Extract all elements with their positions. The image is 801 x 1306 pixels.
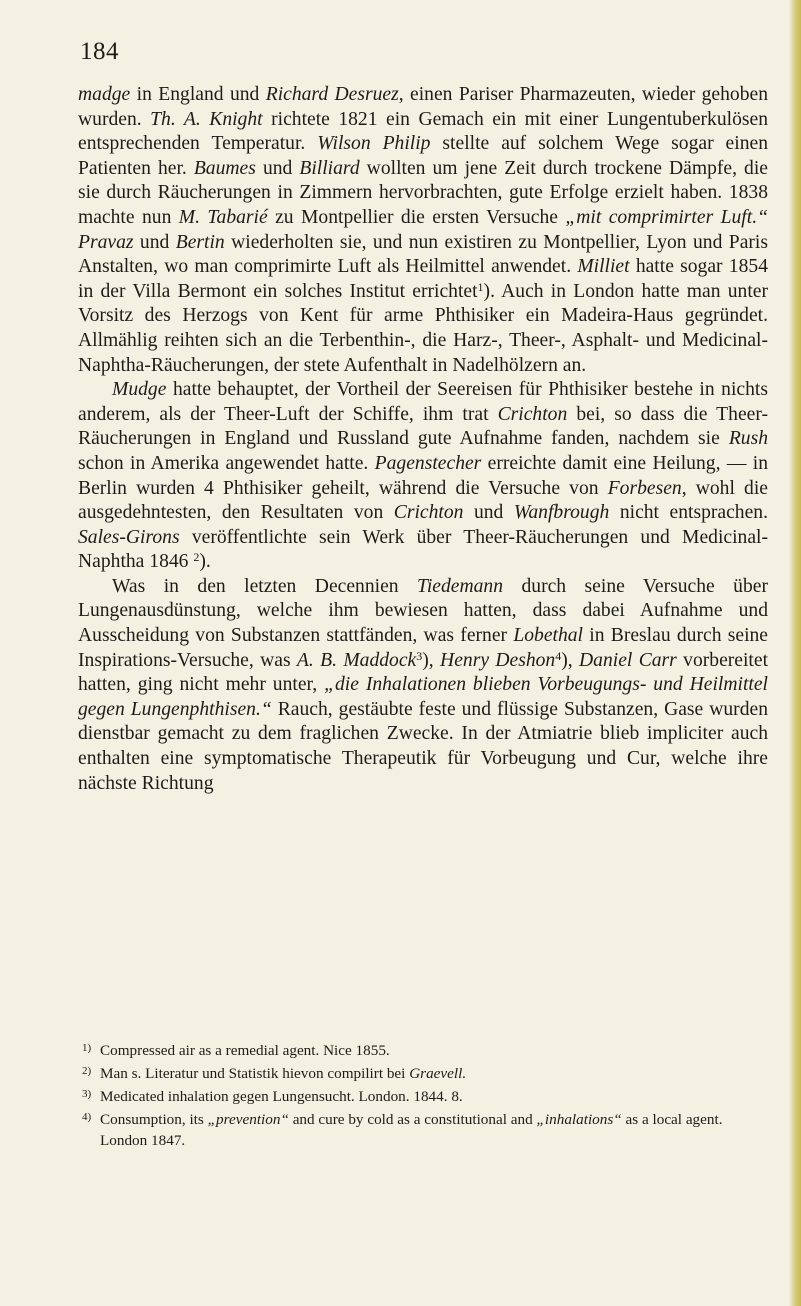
footnote [82, 1061, 768, 1084]
italic-text: Th. A. Knight [150, 108, 263, 130]
text-run: Compressed air as a remedial agent. Nice 1855. [100, 1042, 390, 1059]
text-run: und [463, 502, 514, 524]
footnote-reference: 3 [416, 648, 423, 663]
text-run: Medicated inhalation gegen Lungensucht. London. 1844. 8. [100, 1088, 463, 1105]
italic-text: „mit comprimirter Luft.“ [565, 206, 768, 228]
text-run: nicht entsprachen. [609, 502, 768, 524]
italic-text: Milliet [577, 256, 630, 278]
text-run: zu Montpellier die ersten Versuche [267, 206, 566, 228]
italic-text: Wilson Philip [317, 133, 431, 155]
footnote [82, 1038, 768, 1061]
text-run: Man s. Literatur und Statistik hievon compilirt bei [100, 1065, 410, 1082]
italic-text: Crichton [497, 403, 568, 425]
text-run: and cure by cold as a constitutional and [288, 1111, 537, 1128]
text-run: Was in den letzten Decennien [112, 575, 418, 597]
footnote-reference: 1 [477, 279, 484, 294]
italic-text: Wanfbrough [513, 502, 610, 524]
page-number: 184 [80, 38, 119, 65]
text-run: wiederholten sie, und nun existiren zu Montpellier, Lyon und Paris Anstalten, wo man comprimirte Luft als Heilmittel anwendet. [78, 231, 768, 278]
paragraph [78, 83, 768, 378]
text-run: wollten um jene Zeit durch trockene Dämpfe, die sie durch Räucherungen in Zimmern hervorbrachten, gute Erfolge erzielt haben. 1838 machte nun [78, 157, 768, 228]
body-text [78, 83, 768, 796]
italic-text: Graevell. [409, 1065, 467, 1082]
italic-text: Lobethal [513, 625, 583, 647]
footnote-mark: 1) [82, 1042, 92, 1054]
text-run: ), [561, 649, 580, 671]
text-run: , wohl die ausgedehntesten, den Resultaten von [78, 477, 768, 524]
italic-text: „die Inhalationen blieben Vorbeugungs- und Heilmittel gegen Lungenphthisen.“ [78, 674, 768, 720]
text-run: in Breslau durch seine Inspirations-Versuche, was [78, 625, 769, 671]
text-run: erreichte damit eine Heilung, — in Berlin wurden 4 Phthisiker geheilt, während die Versuche von [78, 452, 768, 499]
footnote-mark: 4) [82, 1111, 92, 1123]
footnote [82, 1107, 768, 1151]
italic-text: Mudge [112, 379, 167, 401]
page-edge [789, 0, 801, 1306]
footnote [82, 1084, 768, 1107]
footnote-mark: 3) [82, 1088, 92, 1100]
italic-text: A. B. Maddock [296, 649, 417, 671]
text-run: vorbereitet hatten, ging nicht mehr unter, [78, 649, 769, 696]
paragraph [78, 378, 768, 575]
paragraph [78, 575, 768, 796]
italic-text: Richard Desruez [265, 84, 399, 105]
text-run: ), [422, 649, 441, 671]
italic-text: Forbesen [607, 477, 682, 499]
italic-text: Billiard [299, 157, 360, 179]
text-run: veröffentlichte sein Werk über Theer-Räucherungen und Medicinal-Naphtha 1846 [78, 526, 768, 573]
text-run: hatte behauptet, der Vortheil der Seereisen für Phthisiker bestehe in nichts anderem, als der Theer-Luft der Schiffe, ihm trat [78, 379, 768, 425]
text-run: stellte auf solchem Wege sogar einen Patienten her. [78, 133, 768, 179]
text-run: bei, so dass die Theer-Räucherungen in England und Russland gute Aufnahme fanden, nachdem sie [78, 403, 768, 450]
italic-text: „inhalations“ [536, 1111, 622, 1128]
text-run: ). [199, 551, 211, 573]
italic-text: „prevention“ [207, 1111, 289, 1128]
footnotes [82, 1038, 768, 1151]
text-run: schon in Amerika angewendet hatte. [78, 452, 375, 474]
footnote-mark: 2) [82, 1065, 92, 1077]
text-run: hatte sogar 1854 in der Villa Bermont ein solches Institut errichtet [78, 256, 768, 302]
text-run: , einen Pariser Pharmazeuten, wieder gehoben wurden. [78, 84, 768, 130]
text-run: und [255, 157, 300, 179]
text-run: und [133, 231, 176, 253]
italic-text: Henry Deshon [440, 649, 556, 671]
text-run: richtete 1821 ein Gemach ein mit einer Lungentuberkulösen entsprechenden Temperatur. [78, 108, 769, 155]
text-run: Rauch, gestäubte feste und flüssige Substanzen, Gase wurden dienstbar gemacht zu dem fraglichen Zwecke. In der Atmiatrie blieb impliciter auch enthalten eine symptomatische Therapeutik für Vorbeugung und Cur, welche ihre nächste Richtung [78, 698, 768, 794]
text-run: durch seine Versuche über Lungenausdünstung, welche ihm bewiesen hatten, dass dabei Aufnahme und Ausscheidung von Substanzen stattfänden, was ferner [78, 575, 768, 647]
italic-text: Rush [728, 428, 768, 450]
text-run: in England und [130, 84, 266, 105]
footnote-reference: 2 [193, 550, 200, 565]
italic-text: Bertin [175, 231, 225, 253]
italic-text: madge [78, 84, 131, 105]
italic-text: Tiedemann [417, 575, 504, 597]
italic-text: Sales-Girons [78, 526, 180, 548]
italic-text: Crichton [393, 502, 464, 524]
text-run: as a local agent. London 1847. [100, 1111, 723, 1149]
italic-text: M. Tabarié [178, 206, 268, 228]
text-run: ). Auch in London hatte man unter Vorsitz des Herzogs von Kent für arme Phthisiker ein Madeira-Haus gegründet. Allmählig reihten sich an die Terbenthin-, die Harz-, Theer-, Asphalt- und Medicinal-Naphtha-Räucherungen, der stete Aufenthalt in Nadelhölzern an. [78, 280, 769, 376]
italic-text: Pravaz [78, 231, 134, 253]
footnote-reference: 4 [555, 648, 562, 663]
text-run: Consumption, its [100, 1111, 208, 1128]
italic-text: Daniel Carr [579, 649, 677, 671]
italic-text: Baumes [193, 157, 256, 179]
italic-text: Pagenstecher [374, 452, 482, 474]
